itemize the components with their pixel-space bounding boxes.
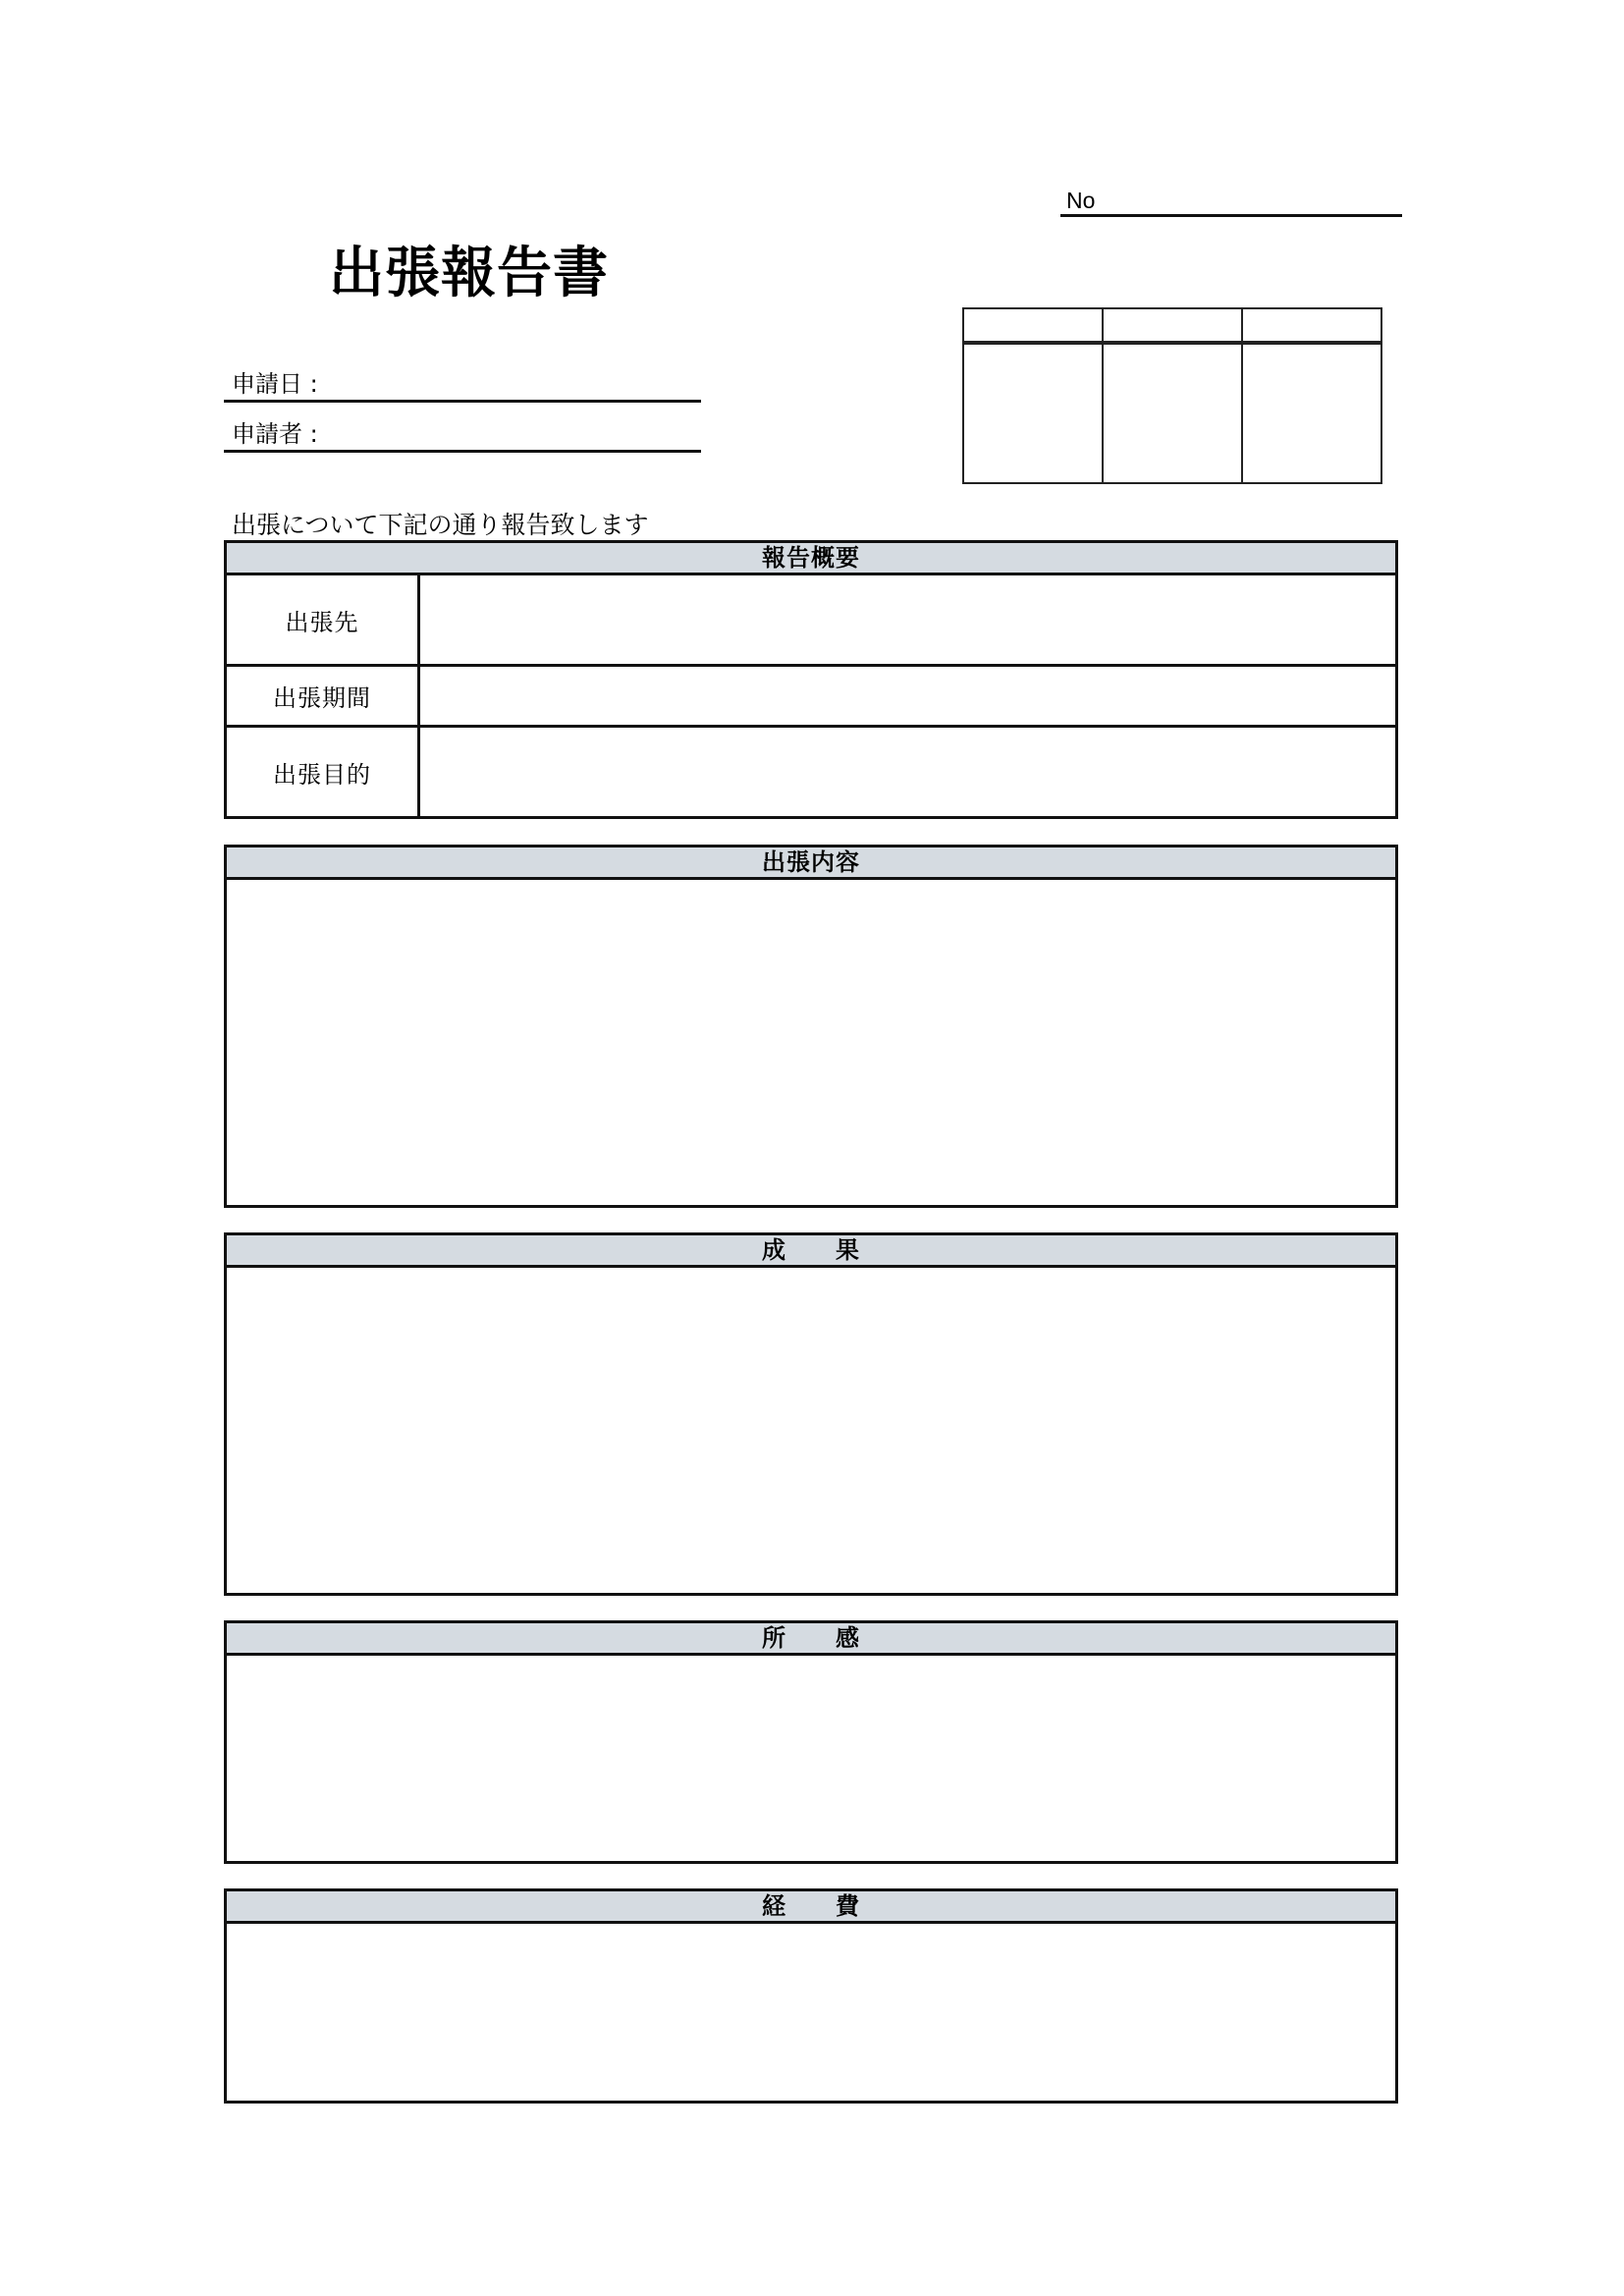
report-summary-heading: 報告概要	[227, 543, 1395, 575]
purpose-label: 出張目的	[227, 728, 420, 816]
approval-header-cell-2[interactable]	[1103, 308, 1242, 343]
results-section	[224, 1232, 1398, 1596]
document-number-label: No	[1066, 188, 1096, 213]
approval-header-cell-1[interactable]	[963, 308, 1103, 343]
trip-content-body[interactable]	[227, 880, 1395, 1205]
applicant-label: 申請者 :	[232, 420, 318, 448]
impressions-heading: 所 感	[227, 1623, 1395, 1656]
approval-header-row	[963, 308, 1381, 343]
expenses-section	[224, 1888, 1398, 2104]
trip-content-section	[224, 845, 1398, 1208]
applicant-field[interactable]	[224, 416, 701, 453]
trip-content-heading: 出張内容	[227, 847, 1395, 880]
intro-text: 出張について下記の通り報告致します	[232, 511, 649, 539]
period-label: 出張期間	[227, 667, 420, 725]
report-summary-body	[227, 575, 1395, 816]
application-date-label: 申請日 :	[232, 370, 318, 398]
results-heading: 成 果	[227, 1235, 1395, 1268]
purpose-value[interactable]	[420, 728, 1395, 816]
expenses-heading: 経 費	[227, 1891, 1395, 1924]
approval-stamp-cell-1[interactable]	[963, 343, 1103, 483]
application-date-field[interactable]	[224, 366, 701, 403]
summary-row-destination	[227, 575, 1395, 664]
expenses-body[interactable]	[227, 1924, 1395, 2101]
approval-header-cell-3[interactable]	[1242, 308, 1381, 343]
destination-label: 出張先	[227, 575, 420, 664]
results-body[interactable]	[227, 1268, 1395, 1593]
page-title: 出張報告書	[329, 241, 609, 305]
impressions-section	[224, 1620, 1398, 1864]
summary-row-period	[227, 664, 1395, 725]
approval-stamp-table	[962, 307, 1382, 484]
impressions-body[interactable]	[227, 1656, 1395, 1861]
period-value[interactable]	[420, 667, 1395, 725]
approval-stamp-cell-3[interactable]	[1242, 343, 1381, 483]
approval-stamp-cell-2[interactable]	[1103, 343, 1242, 483]
summary-row-purpose	[227, 725, 1395, 816]
approval-stamp-row	[963, 343, 1381, 483]
report-summary-section	[224, 540, 1398, 819]
document-number-field[interactable]	[1060, 187, 1402, 217]
destination-value[interactable]	[420, 575, 1395, 664]
